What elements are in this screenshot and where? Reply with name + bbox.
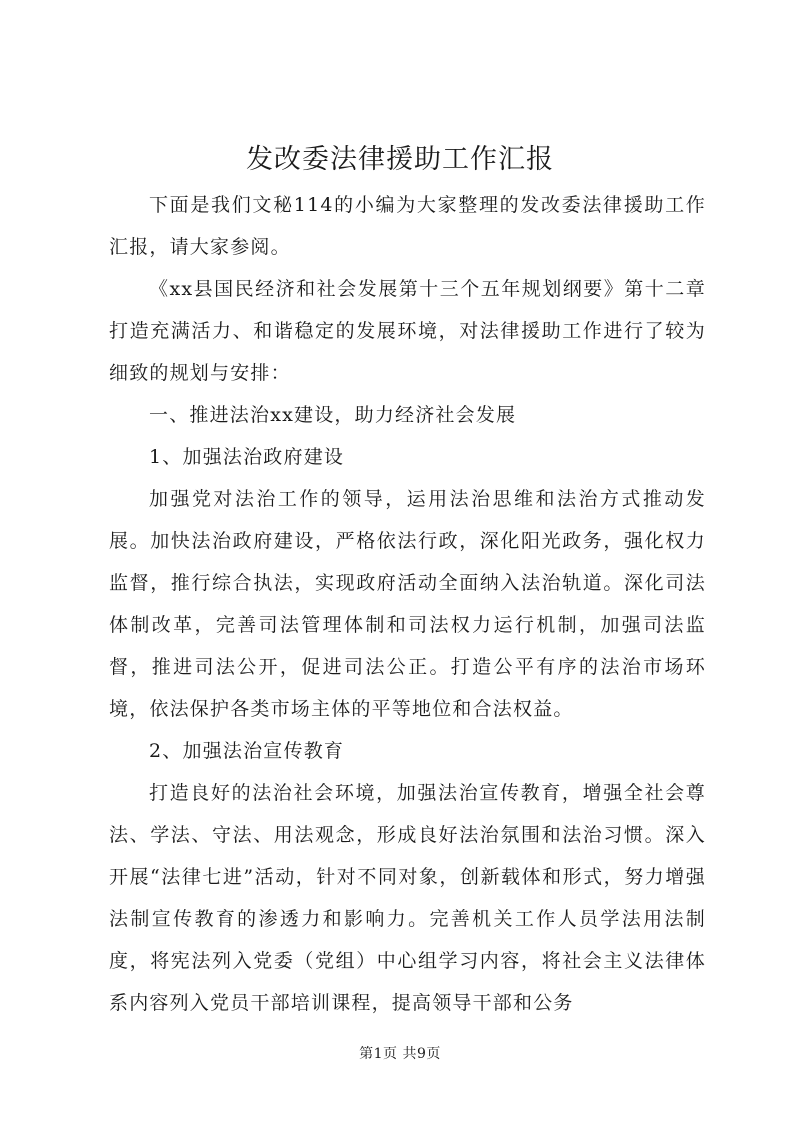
document-body <box>109 184 706 1024</box>
subsection-heading-2: 2、加强法治宣传教育 <box>149 740 345 762</box>
section-heading-1: 一、推进法治xx建设，助力经济社会发展 <box>149 404 517 426</box>
paragraph-plan-reference: 《xx县国民经济和社会发展第十三个五年规划纲要》第十二章打造充满活力、和谐稳定的发展环境，对法律援助工作进行了较为细致的规划与安排： <box>109 278 706 384</box>
paragraph-rule-of-law-government: 加强党对法治工作的领导，运用法治思维和法治方式推动发展。加快法治政府建设，严格依法行政，深化阳光政务，强化权力监督，推行综合执法，实现政府活动全面纳入法治轨道。深化司法体制改革，完善司法管理体制和司法权力运行机制，加强司法监督，推进司法公开，促进司法公正。打造公平有序的法治市场环境，依法保护各类市场主体的平等地位和合法权益。 <box>109 488 706 720</box>
document-title: 发改委法律援助工作汇报 <box>246 144 554 175</box>
subsection-heading-1: 1、加强法治政府建设 <box>149 446 345 468</box>
page-number-footer: 第1页 共9页 <box>359 1046 441 1062</box>
paragraph-legal-education: 打造良好的法治社会环境，加强法治宣传教育，增强全社会尊法、学法、守法、用法观念，形成良好法治氛围和法治习惯。深入开展“法律七进”活动，针对不同对象，创新载体和形式，努力增强法制宣传教育的渗透力和影响力。完善机关工作人员学法用法制度，将宪法列入党委（党组）中心组学习内容，将社会主义法律体系内容列入党员干部培训课程，提高领导干部和公务 <box>109 782 706 1014</box>
paragraph-intro: 下面是我们文秘114的小编为大家整理的发改委法律援助工作汇报，请大家参阅。 <box>109 194 706 258</box>
